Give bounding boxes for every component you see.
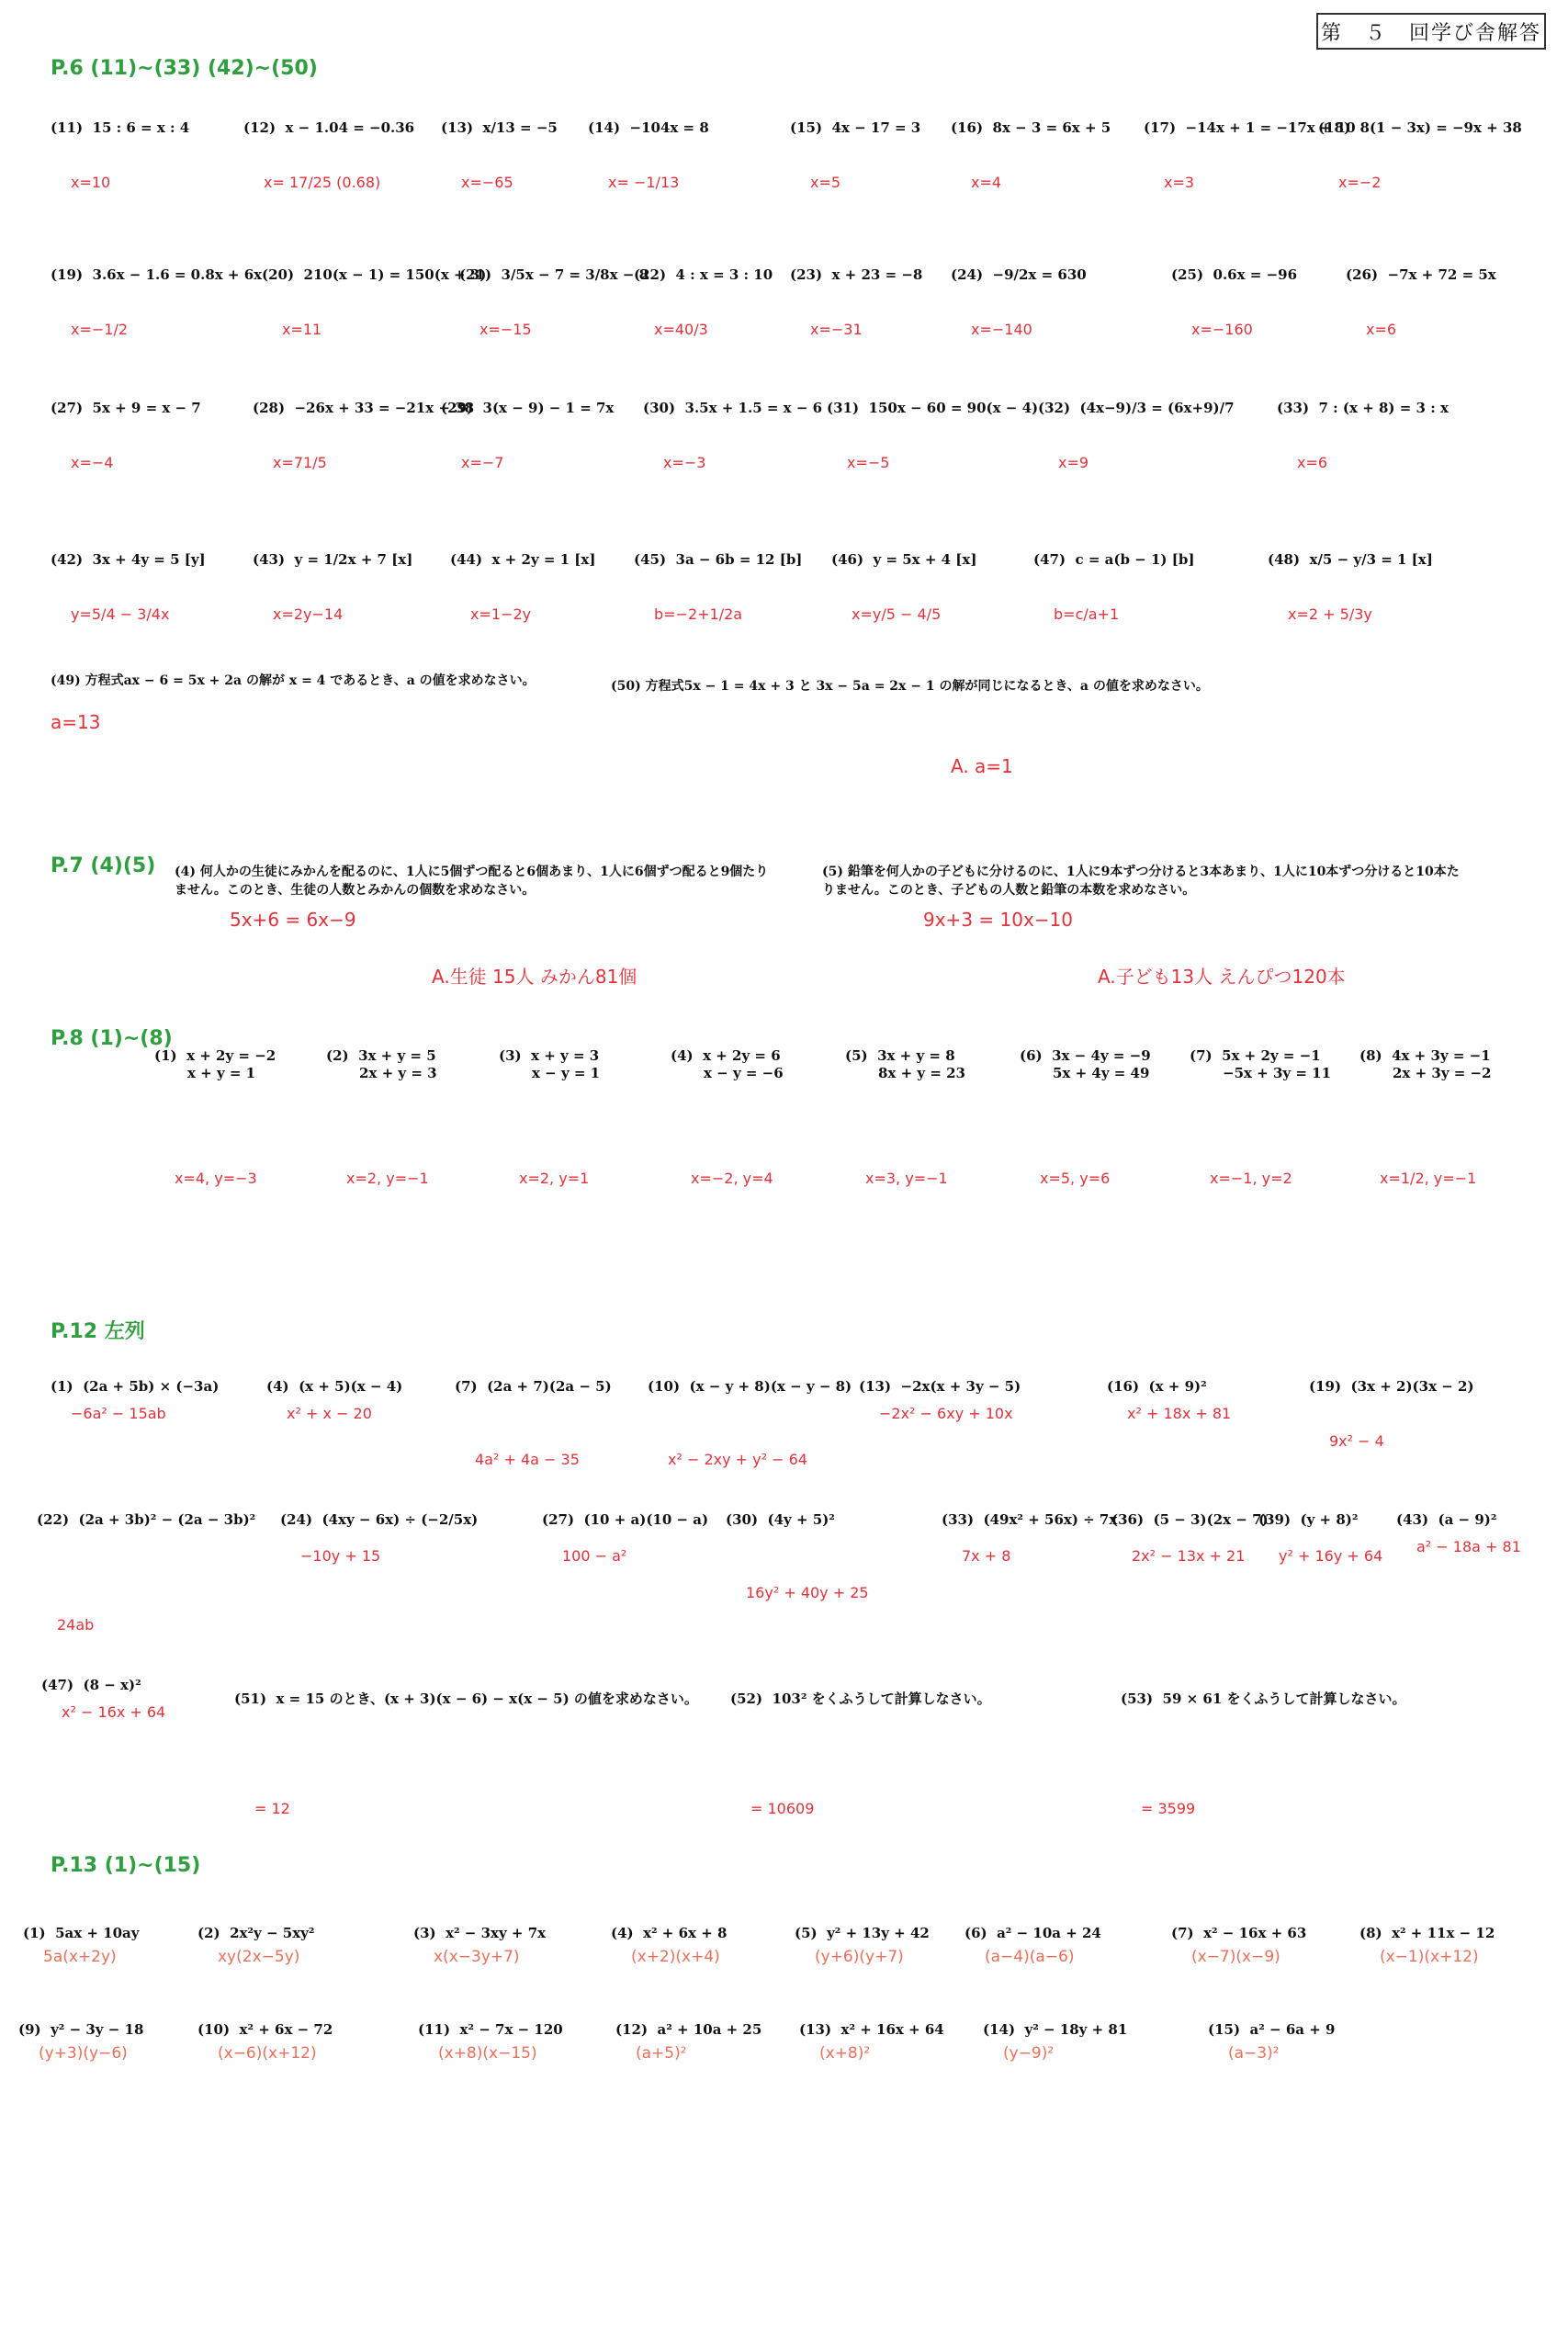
p6-problem-question: (23) x + 23 = −8 (790, 266, 923, 283)
problem-49-question: (49) 方程式ax − 6 = 5x + 2a の解が x = 4 であるとき、a の値を求めなさい。 (51, 673, 536, 688)
section-heading-p12: P.12 左列 (51, 1320, 145, 1343)
p8-problem-equation-2: x − y = 1 (532, 1064, 601, 1081)
p12-problem-14 (1258, 1511, 1382, 1566)
p13-problem-answer: (x+8)(x−15) (438, 2043, 537, 2063)
p13-problem-1 (23, 1925, 140, 1967)
problem-p7-4 (175, 864, 772, 989)
p12-problem-answer: 7x + 8 (962, 1546, 1011, 1565)
p13-problem-9 (18, 2021, 143, 2064)
p6-problem-14 (951, 266, 1087, 339)
p13-problem-question: (6) a² − 10a + 24 (964, 1925, 1101, 1941)
p6-problem-4 (588, 119, 709, 192)
p6-problem-answer: b=−2+1/2a (654, 605, 743, 623)
p12-problem-question: (19) (3x + 2)(3x − 2) (1309, 1378, 1474, 1395)
p8-problem-7 (1190, 1047, 1331, 1188)
problem-50-answer: A. a=1 (951, 754, 1013, 777)
p6-problem-question: (46) y = 5x + 4 [x] (831, 551, 977, 568)
p6-problem-11 (459, 266, 649, 339)
p13-problem-question: (8) x² + 11x − 12 (1359, 1925, 1495, 1941)
problem-50-question: (50) 方程式5x − 1 = 4x + 3 と 3x − 5a = 2x − 1 の解が同じになるとき、a の値を求めなさい。 (611, 679, 1209, 694)
p13-problem-15 (1208, 2021, 1335, 2064)
p13-problem-7 (1171, 1925, 1306, 1967)
p6-problem-answer: x=71/5 (273, 453, 327, 471)
p8-problem-5 (845, 1047, 965, 1188)
problem-p7-5 (822, 864, 1465, 989)
p13-problem-question: (7) x² − 16x + 63 (1171, 1925, 1307, 1941)
p8-problem-equation-1: (4) x + 2y = 6 (671, 1047, 781, 1064)
p13-problem-question: (14) y² − 18y + 81 (983, 2021, 1128, 2038)
p8-problem-equation-2: x − y = −6 (704, 1064, 784, 1081)
p12-problem-5 (859, 1378, 1021, 1423)
p8-problem-equation-1: (5) 3x + y = 8 (845, 1047, 955, 1064)
p6-problem-question: (33) 7 : (x + 8) = 3 : x (1277, 400, 1449, 416)
p6-problem-question: (18) 8(1 − 3x) = −9x + 38 (1318, 119, 1522, 136)
p12-problem-question: (36) (5 − 3)(2x − 7) (1111, 1511, 1269, 1528)
p13-problem-11 (418, 2021, 563, 2064)
p13-problem-question: (10) x² + 6x − 72 (197, 2021, 333, 2038)
p13-problem-answer: (y+6)(y+7) (815, 1947, 904, 1966)
p6-problem-3 (441, 119, 558, 192)
p13-problem-question: (12) a² + 10a + 25 (615, 2021, 762, 2038)
p12-problem-answer: −10y + 15 (300, 1546, 381, 1565)
p12-problem-answer: x² − 16x + 64 (62, 1702, 166, 1721)
p6-problem-24 (51, 551, 206, 624)
p6-problem-question: (16) 8x − 3 = 6x + 5 (951, 119, 1111, 136)
p12-problem-question: (53) 59 × 61 をくふうして計算しなさい。 (1121, 1690, 1406, 1707)
p6-problem-answer: x=2 + 5/3y (1288, 605, 1372, 623)
p8-problem-equation-2: 2x + y = 3 (359, 1064, 437, 1081)
p13-problem-question: (3) x² − 3xy + 7x (413, 1925, 547, 1941)
p8-problem-equation-2: 2x + 3y = −2 (1393, 1064, 1492, 1081)
p13-problem-question: (2) 2x²y − 5xy² (197, 1925, 315, 1941)
p8-problem-equation-2: −5x + 3y = 11 (1223, 1064, 1332, 1081)
p13-problem-13 (799, 2021, 944, 2064)
p6-problem-answer: x=−160 (1191, 320, 1253, 338)
p12-problem-1 (51, 1378, 219, 1423)
p12-problem-answer: 2x² − 13x + 21 (1132, 1546, 1246, 1565)
p6-problem-2 (243, 119, 414, 192)
p8-problem-3 (499, 1047, 600, 1188)
p6-problem-question: (20) 210(x − 1) = 150(x + 3) (262, 266, 487, 283)
problem-p7-4-question: (4) 何人かの生徒にみかんを配るのに、1人に5個ずつ配ると6個あまり、1人に6個ずつ配ると9個たりません。このとき、生徒の人数とみかんの個数を求めなさい。 (175, 865, 769, 898)
p6-problem-19 (441, 400, 614, 472)
problem-p7-5-answer: A.子ども13人 えんぴつ120本 (1098, 966, 1346, 989)
p12-problem-question: (27) (10 + a)(10 − a) (542, 1511, 709, 1528)
p8-problem-equation-1: (3) x + y = 3 (499, 1047, 600, 1064)
p6-problem-question: (24) −9/2x = 630 (951, 266, 1087, 283)
p13-problem-answer: (a−4)(a−6) (985, 1947, 1075, 1966)
p6-problem-question: (42) 3x + 4y = 5 [y] (51, 551, 206, 568)
p8-problem-equation-1: (8) 4x + 3y = −1 (1359, 1047, 1491, 1064)
p12-problem-8 (37, 1511, 255, 1634)
p12-problem-question: (22) (2a + 3b)² − (2a − 3b)² (37, 1511, 256, 1528)
p6-problem-28 (831, 551, 976, 624)
p6-problem-answer: x=4 (971, 173, 1002, 191)
p6-problem-answer: x=−65 (461, 173, 513, 191)
p8-problem-2 (326, 1047, 437, 1188)
p6-problem-question: (14) −104x = 8 (588, 119, 709, 136)
p6-problem-question: (11) 15 : 6 = x : 4 (51, 119, 190, 136)
p6-problem-answer: x=40/3 (654, 320, 708, 338)
p8-problem-answer: x=−2, y=4 (691, 1169, 773, 1187)
p12-problem-2 (266, 1378, 402, 1423)
p12-problem-9 (280, 1511, 478, 1566)
p6-problem-answer: x=−31 (810, 320, 863, 338)
problem-49-answer: a=13 (51, 710, 101, 733)
p6-problem-question: (45) 3a − 6b = 12 [b] (634, 551, 803, 568)
p13-problem-answer: (x−6)(x+12) (218, 2043, 317, 2063)
p8-problem-answer: x=5, y=6 (1040, 1169, 1111, 1187)
p6-problem-answer: x=−140 (971, 320, 1032, 338)
page-title: 第 ５ 回学び舎解答 (1316, 13, 1546, 50)
p8-problem-answer: x=3, y=−1 (865, 1169, 948, 1187)
p6-problem-27 (634, 551, 802, 624)
p6-problem-answer: x=9 (1058, 453, 1089, 471)
p12-problem-19 (1121, 1690, 1406, 1818)
p6-problem-question: (28) −26x + 33 = −21x − 38 (253, 400, 475, 416)
p8-problem-answer: x=4, y=−3 (175, 1169, 257, 1187)
p12-problem-answer: = 12 (254, 1799, 290, 1817)
p6-problem-answer: y=5/4 − 3/4x (71, 605, 170, 623)
p12-problem-question: (24) (4xy − 6x) ÷ (−2/5x) (280, 1511, 479, 1528)
p8-problem-equation-2: x + y = 1 (187, 1064, 256, 1081)
p13-problem-answer: 5a(x+2y) (43, 1947, 117, 1966)
problem-p7-5-equation: 9x+3 = 10x−10 (923, 909, 1074, 932)
p6-problem-answer: x=−5 (847, 453, 890, 471)
section-heading-p6: P.6 (11)~(33) (42)~(50) (51, 57, 318, 80)
p6-problem-answer: x=6 (1366, 320, 1397, 338)
p8-problem-equation-2: 8x + y = 23 (878, 1064, 965, 1081)
p12-problem-answer: 100 − a² (562, 1546, 627, 1565)
p8-problem-equation-1: (1) x + 2y = −2 (154, 1047, 276, 1064)
p12-problem-12 (942, 1511, 1117, 1566)
p6-problem-question: (30) 3.5x + 1.5 = x − 6 (643, 400, 823, 416)
p12-problem-answer: = 3599 (1141, 1799, 1196, 1817)
p13-problem-4 (611, 1925, 727, 1967)
p6-problem-answer: x=−1/2 (71, 320, 129, 338)
p6-problem-answer: x=3 (1164, 173, 1195, 191)
p13-problem-2 (197, 1925, 314, 1967)
p12-problem-16 (41, 1677, 165, 1722)
p6-problem-answer: x=y/5 − 4/5 (852, 605, 942, 623)
p6-problem-answer: x=−7 (461, 453, 504, 471)
p12-problem-question: (43) (a − 9)² (1396, 1511, 1497, 1528)
p6-problem-question: (47) c = a(b − 1) [b] (1033, 551, 1195, 568)
p13-problem-6 (964, 1925, 1101, 1967)
p6-problem-question: (15) 4x − 17 = 3 (790, 119, 921, 136)
p6-problem-answer: x=−2 (1338, 173, 1382, 191)
problem-p7-5-question: (5) 鉛筆を何人かの子どもに分けるのに、1人に9本ずつ分けると3本あまり、1人に10本ずつ分けると10本たりません。このとき、子どもの人数と鉛筆の本数を求めなさい。 (822, 865, 1460, 898)
p8-problem-answer: x=1/2, y=−1 (1380, 1169, 1477, 1187)
p13-problem-answer: xy(2x−5y) (218, 1947, 300, 1966)
p12-problem-question: (33) (49x² + 56x) ÷ 7x (942, 1511, 1118, 1528)
p6-problem-answer: x=5 (810, 173, 841, 191)
p13-problem-12 (615, 2021, 761, 2064)
p6-problem-20 (643, 400, 822, 472)
p13-problem-answer: (y+3)(y−6) (39, 2043, 128, 2063)
p12-problem-answer: x² + x − 20 (287, 1404, 372, 1422)
p12-problem-answer: 16y² + 40y + 25 (746, 1583, 869, 1601)
p6-problem-answer: b=c/a+1 (1054, 605, 1120, 623)
section-heading-p8: P.8 (1)~(8) (51, 1027, 173, 1050)
p6-problem-question: (29) 3(x − 9) − 1 = 7x (441, 400, 615, 416)
p8-problem-8 (1359, 1047, 1492, 1188)
p12-problem-answer: x² + 18x + 81 (1127, 1404, 1232, 1422)
p12-problem-17 (234, 1690, 698, 1818)
p6-problem-10 (262, 266, 486, 339)
p12-problem-answer: 4a² + 4a − 35 (475, 1450, 580, 1468)
p12-problem-13 (1111, 1511, 1269, 1566)
p12-problem-18 (730, 1690, 991, 1818)
p12-problem-answer: 9x² − 4 (1329, 1431, 1384, 1450)
p8-problem-6 (1020, 1047, 1151, 1188)
p13-problem-question: (9) y² − 3y − 18 (18, 2021, 144, 2038)
p12-problem-question: (16) (x + 9)² (1107, 1378, 1207, 1395)
p6-problem-8 (1318, 119, 1522, 192)
p6-problem-answer: x=11 (282, 320, 322, 338)
p6-problem-question: (17) −14x + 1 = −17x + 10 (1144, 119, 1356, 136)
section-heading-p7: P.7 (4)(5) (51, 854, 156, 877)
p12-problem-question: (13) −2x(x + 3y − 5) (859, 1378, 1021, 1395)
p12-problem-15 (1396, 1511, 1521, 1556)
p13-problem-answer: (x+2)(x+4) (631, 1947, 720, 1966)
p6-problem-26 (450, 551, 595, 624)
p6-problem-21 (827, 400, 1038, 472)
problem-p7-4-equation: 5x+6 = 6x−9 (230, 909, 356, 932)
p12-problem-question: (1) (2a + 5b) × (−3a) (51, 1378, 220, 1395)
p6-problem-question: (22) 4 : x = 3 : 10 (634, 266, 773, 283)
p6-problem-answer: x=6 (1297, 453, 1328, 471)
p6-problem-question: (25) 0.6x = −96 (1171, 266, 1298, 283)
p12-problem-question: (39) (y + 8)² (1258, 1511, 1359, 1528)
p6-problem-15 (1171, 266, 1297, 339)
p12-problem-answer: a² − 18a + 81 (1416, 1537, 1521, 1555)
p12-problem-answer: −2x² − 6xy + 10x (879, 1404, 1013, 1422)
p6-problem-30 (1268, 551, 1433, 624)
p6-problem-question: (32) (4x−9)/3 = (6x+9)/7 (1038, 400, 1235, 416)
p6-problem-question: (13) x/13 = −5 (441, 119, 558, 136)
p12-problem-question: (52) 103² をくふうして計算しなさい。 (730, 1690, 991, 1707)
p8-problem-answer: x=2, y=1 (519, 1169, 590, 1187)
p13-problem-answer: x(x−3y+7) (434, 1947, 520, 1966)
p8-problem-equation-1: (6) 3x − 4y = −9 (1020, 1047, 1151, 1064)
p12-problem-question: (51) x = 15 のとき、(x + 3)(x − 6) − x(x − 5) の値を求めなさい。 (234, 1690, 698, 1707)
p13-problem-answer: (y−9)² (1003, 2043, 1055, 2063)
p12-problem-answer: x² − 2xy + y² − 64 (668, 1450, 807, 1468)
p13-problem-question: (5) y² + 13y + 42 (795, 1925, 930, 1941)
p6-problem-answer: x=10 (71, 173, 111, 191)
p6-problem-answer: x=1−2y (470, 605, 532, 623)
p8-problem-equation-1: (7) 5x + 2y = −1 (1190, 1047, 1321, 1064)
p6-problem-6 (951, 119, 1111, 192)
p6-problem-5 (790, 119, 920, 192)
p12-problem-10 (542, 1511, 708, 1566)
p12-problem-answer: y² + 16y + 64 (1279, 1546, 1383, 1565)
p8-problem-equation-1: (2) 3x + y = 5 (326, 1047, 436, 1064)
p13-problem-answer: (x−7)(x−9) (1191, 1947, 1280, 1966)
p12-problem-3 (455, 1378, 612, 1469)
p6-problem-answer: x= −1/13 (608, 173, 680, 191)
p6-problem-9 (51, 266, 262, 339)
p6-problem-question: (48) x/5 − y/3 = 1 [x] (1268, 551, 1433, 568)
p6-problem-question: (19) 3.6x − 1.6 = 0.8x + 6x (51, 266, 263, 283)
problem-49 (51, 673, 602, 735)
p13-problem-answer: (x+8)² (819, 2043, 871, 2063)
p6-problem-25 (253, 551, 412, 624)
p8-problem-equation-2: 5x + 4y = 49 (1053, 1064, 1150, 1081)
p6-problem-12 (634, 266, 773, 339)
p6-problem-question: (31) 150x − 60 = 90(x − 4) (827, 400, 1039, 416)
p6-problem-answer: x=2y−14 (273, 605, 344, 623)
p13-problem-question: (1) 5ax + 10ay (23, 1925, 140, 1941)
p12-problem-question: (7) (2a + 7)(2a − 5) (455, 1378, 612, 1395)
p13-problem-14 (983, 2021, 1127, 2064)
p6-problem-1 (51, 119, 189, 192)
p8-problem-4 (671, 1047, 784, 1188)
p6-problem-question: (26) −7x + 72 = 5x (1346, 266, 1496, 283)
p13-problem-5 (795, 1925, 930, 1967)
p13-problem-answer: (a−3)² (1228, 2043, 1280, 2063)
p6-problem-question: (43) y = 1/2x + 7 [x] (253, 551, 413, 568)
p12-problem-6 (1107, 1378, 1231, 1423)
p6-problem-17 (51, 400, 201, 472)
p12-problem-question: (30) (4y + 5)² (726, 1511, 835, 1528)
p6-problem-22 (1038, 400, 1235, 472)
p8-problem-answer: x=2, y=−1 (346, 1169, 429, 1187)
p12-problem-answer: −6a² − 15ab (71, 1404, 166, 1422)
p12-problem-question: (47) (8 − x)² (41, 1677, 141, 1693)
p13-problem-8 (1359, 1925, 1495, 1967)
problem-p7-4-answer: A.生徒 15人 みかん81個 (432, 966, 637, 989)
section-heading-p13: P.13 (1)~(15) (51, 1854, 201, 1877)
p13-problem-answer: (x−1)(x+12) (1380, 1947, 1479, 1966)
p12-problem-answer: 24ab (57, 1615, 95, 1634)
problem-50 (611, 678, 1254, 779)
p6-problem-29 (1033, 551, 1194, 624)
p13-problem-question: (11) x² − 7x − 120 (418, 2021, 563, 2038)
p13-problem-10 (197, 2021, 333, 2064)
p12-problem-question: (10) (x − y + 8)(x − y − 8) (648, 1378, 852, 1395)
p6-problem-answer: x=−4 (71, 453, 114, 471)
p12-problem-question: (4) (x + 5)(x − 4) (266, 1378, 403, 1395)
p12-problem-4 (648, 1378, 852, 1469)
p6-problem-answer: x= 17/25 (0.68) (264, 173, 381, 191)
p6-problem-answer: x=−3 (663, 453, 706, 471)
p8-problem-1 (154, 1047, 276, 1188)
p6-problem-16 (1346, 266, 1496, 339)
p12-problem-answer: = 10609 (750, 1799, 815, 1817)
p8-problem-answer: x=−1, y=2 (1210, 1169, 1292, 1187)
p13-problem-3 (413, 1925, 546, 1967)
p13-problem-question: (15) a² − 6a + 9 (1208, 2021, 1336, 2038)
p13-problem-answer: (a+5)² (636, 2043, 687, 2063)
p6-problem-23 (1277, 400, 1449, 472)
p12-problem-11 (726, 1511, 869, 1602)
p6-problem-question: (21) 3/5x − 7 = 3/8x − 8 (459, 266, 649, 283)
p6-problem-question: (44) x + 2y = 1 [x] (450, 551, 596, 568)
p6-problem-question: (27) 5x + 9 = x − 7 (51, 400, 201, 416)
p12-problem-7 (1309, 1378, 1474, 1451)
p6-problem-13 (790, 266, 922, 339)
p6-problem-answer: x=−15 (479, 320, 532, 338)
p13-problem-question: (4) x² + 6x + 8 (611, 1925, 728, 1941)
p6-problem-question: (12) x − 1.04 = −0.36 (243, 119, 415, 136)
p13-problem-question: (13) x² + 16x + 64 (799, 2021, 944, 2038)
